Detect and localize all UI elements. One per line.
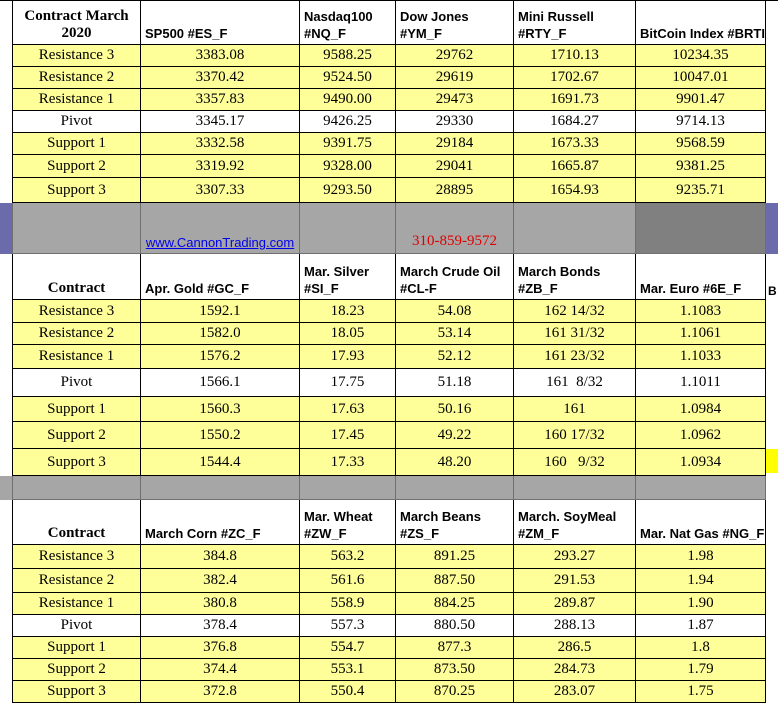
banner-cell bbox=[636, 203, 766, 254]
value-cell[interactable]: 286.5 bbox=[514, 637, 636, 659]
value-cell[interactable]: 374.4 bbox=[141, 659, 300, 681]
value-cell[interactable]: 880.50 bbox=[396, 615, 514, 637]
value-cell[interactable]: 1550.2 bbox=[141, 422, 300, 449]
phone-number[interactable]: 310-859-9572 bbox=[412, 233, 497, 249]
section2-row-s3 bbox=[0, 449, 778, 476]
row-label[interactable]: Support 1 bbox=[12, 637, 141, 659]
value-cell[interactable]: 10234.35 bbox=[636, 45, 766, 67]
header-soymeal[interactable]: March. SoyMeal #ZM_F bbox=[514, 500, 636, 545]
value-cell[interactable]: 291.53 bbox=[514, 569, 636, 593]
header-natgas[interactable]: Mar. Nat Gas #NG_F bbox=[636, 500, 766, 545]
separator-cell bbox=[141, 476, 300, 500]
section3-row-s3 bbox=[0, 681, 778, 703]
section2-row-pivot bbox=[0, 369, 778, 397]
header-beans[interactable]: March Beans #ZS_F bbox=[396, 500, 514, 545]
value-cell[interactable]: 3370.42 bbox=[141, 67, 300, 89]
value-cell[interactable]: 289.87 bbox=[514, 593, 636, 615]
value-cell[interactable]: 558.9 bbox=[300, 593, 396, 615]
value-cell[interactable]: 17.63 bbox=[300, 397, 396, 422]
value-cell[interactable]: 161 23/32 bbox=[514, 345, 636, 369]
separator-cell bbox=[12, 476, 141, 500]
separator-cell bbox=[396, 476, 514, 500]
value-cell[interactable]: 1.75 bbox=[636, 681, 766, 703]
value-cell[interactable]: 29473 bbox=[396, 89, 514, 111]
value-cell[interactable]: 54.08 bbox=[396, 300, 514, 323]
value-cell[interactable]: 49.22 bbox=[396, 422, 514, 449]
value-cell[interactable]: 17.93 bbox=[300, 345, 396, 369]
value-cell[interactable]: 162 14/32 bbox=[514, 300, 636, 323]
value-cell[interactable]: 1.0984 bbox=[636, 397, 766, 422]
row-label[interactable]: Resistance 3 bbox=[12, 545, 141, 569]
section2-row-r3 bbox=[0, 300, 778, 323]
header-euro[interactable]: Mar. Euro #6E_F bbox=[636, 254, 766, 300]
value-cell[interactable]: 1.1061 bbox=[636, 323, 766, 345]
row-label[interactable]: Resistance 2 bbox=[12, 323, 141, 345]
value-cell[interactable]: 53.14 bbox=[396, 323, 514, 345]
row-label[interactable]: Pivot bbox=[12, 369, 141, 397]
row-label[interactable]: Resistance 3 bbox=[12, 300, 141, 323]
value-cell[interactable]: 50.16 bbox=[396, 397, 514, 422]
value-cell[interactable]: 9381.25 bbox=[636, 155, 766, 178]
value-cell[interactable]: 553.1 bbox=[300, 659, 396, 681]
value-cell[interactable]: 18.23 bbox=[300, 300, 396, 323]
offscreen-highlight bbox=[766, 449, 778, 473]
value-cell[interactable]: 1702.67 bbox=[514, 67, 636, 89]
value-cell[interactable]: 9714.13 bbox=[636, 111, 766, 133]
section1-row-s3 bbox=[0, 178, 778, 203]
value-cell[interactable]: 29041 bbox=[396, 155, 514, 178]
header-bitcoin[interactable]: BitCoin Index #BRTI bbox=[636, 1, 766, 45]
value-cell[interactable]: 1560.3 bbox=[141, 397, 300, 422]
value-cell[interactable]: 9588.25 bbox=[300, 45, 396, 67]
value-cell[interactable]: 873.50 bbox=[396, 659, 514, 681]
value-cell[interactable]: 3332.58 bbox=[141, 133, 300, 155]
value-cell[interactable]: 563.2 bbox=[300, 545, 396, 569]
value-cell[interactable]: 1.1033 bbox=[636, 345, 766, 369]
value-cell[interactable]: 1710.13 bbox=[514, 45, 636, 67]
section1-row-r1 bbox=[0, 89, 778, 111]
value-cell[interactable]: 29184 bbox=[396, 133, 514, 155]
value-cell[interactable]: 29330 bbox=[396, 111, 514, 133]
value-cell[interactable]: 891.25 bbox=[396, 545, 514, 569]
value-cell[interactable]: 161 31/32 bbox=[514, 323, 636, 345]
value-cell[interactable]: 1673.33 bbox=[514, 133, 636, 155]
value-cell[interactable]: 3383.08 bbox=[141, 45, 300, 67]
value-cell[interactable]: 1.98 bbox=[636, 545, 766, 569]
section1-row-s1 bbox=[0, 133, 778, 155]
value-cell[interactable]: 160 17/32 bbox=[514, 422, 636, 449]
section3-row-s2 bbox=[0, 659, 778, 681]
row-label[interactable]: Pivot bbox=[12, 615, 141, 637]
value-cell[interactable]: 284.73 bbox=[514, 659, 636, 681]
header-dow[interactable]: Dow Jones #YM_F bbox=[396, 1, 514, 45]
value-cell[interactable]: 1.0962 bbox=[636, 422, 766, 449]
header-gold[interactable]: Apr. Gold #GC_F bbox=[141, 254, 300, 300]
value-cell[interactable]: 884.25 bbox=[396, 593, 514, 615]
value-cell[interactable]: 877.3 bbox=[396, 637, 514, 659]
banner-phone-cell bbox=[396, 203, 514, 254]
banner-row bbox=[0, 203, 778, 254]
value-cell[interactable]: 1.1083 bbox=[636, 300, 766, 323]
separator-gap bbox=[766, 476, 778, 500]
value-cell[interactable]: 887.50 bbox=[396, 569, 514, 593]
value-cell[interactable]: 1592.1 bbox=[141, 300, 300, 323]
value-cell[interactable]: 1.0934 bbox=[636, 449, 766, 476]
value-cell[interactable]: 161 bbox=[514, 397, 636, 422]
value-cell[interactable]: 288.13 bbox=[514, 615, 636, 637]
separator-cell bbox=[300, 476, 396, 500]
header-crude[interactable]: March Crude Oil #CL-F bbox=[396, 254, 514, 300]
row-label[interactable]: Resistance 2 bbox=[12, 67, 141, 89]
row-label[interactable]: Pivot bbox=[12, 111, 141, 133]
value-cell[interactable]: 1691.73 bbox=[514, 89, 636, 111]
row-label[interactable]: Support 1 bbox=[12, 133, 141, 155]
value-cell[interactable]: 378.4 bbox=[141, 615, 300, 637]
value-cell[interactable]: 17.45 bbox=[300, 422, 396, 449]
section2-corner[interactable]: Contract bbox=[12, 254, 141, 300]
value-cell[interactable]: 3307.33 bbox=[141, 178, 300, 203]
banner-website-cell bbox=[141, 203, 300, 254]
row-label[interactable]: Resistance 1 bbox=[12, 89, 141, 111]
row-label[interactable]: Resistance 3 bbox=[12, 45, 141, 67]
value-cell[interactable]: 9293.50 bbox=[300, 178, 396, 203]
value-cell[interactable]: 10047.01 bbox=[636, 67, 766, 89]
value-cell[interactable]: 372.8 bbox=[141, 681, 300, 703]
header-russell[interactable]: Mini Russell #RTY_F bbox=[514, 1, 636, 45]
row-label[interactable]: Support 2 bbox=[12, 659, 141, 681]
row-label[interactable]: Support 3 bbox=[12, 449, 141, 476]
section2-row-r1 bbox=[0, 345, 778, 369]
header-corn[interactable]: March Corn #ZC_F bbox=[141, 500, 300, 545]
header-nasdaq[interactable]: Nasdaq100 #NQ_F bbox=[300, 1, 396, 45]
separator-row bbox=[0, 476, 778, 500]
value-cell[interactable]: 9568.59 bbox=[636, 133, 766, 155]
value-cell[interactable]: 1582.0 bbox=[141, 323, 300, 345]
value-cell[interactable]: 160 9/32 bbox=[514, 449, 636, 476]
value-cell[interactable]: 9901.47 bbox=[636, 89, 766, 111]
banner-cell bbox=[12, 203, 141, 254]
value-cell[interactable]: 17.33 bbox=[300, 449, 396, 476]
section1-row-pivot bbox=[0, 111, 778, 133]
section1-corner[interactable]: Contract March 2020 bbox=[12, 1, 141, 45]
section2-row-s2 bbox=[0, 422, 778, 449]
value-cell[interactable]: 554.7 bbox=[300, 637, 396, 659]
value-cell[interactable]: 9524.50 bbox=[300, 67, 396, 89]
value-cell[interactable]: 1.79 bbox=[636, 659, 766, 681]
section2-row-r2 bbox=[0, 323, 778, 345]
row-label[interactable]: Support 2 bbox=[12, 422, 141, 449]
value-cell[interactable]: 1576.2 bbox=[141, 345, 300, 369]
value-cell[interactable]: 870.25 bbox=[396, 681, 514, 703]
row-label[interactable]: Support 3 bbox=[12, 178, 141, 203]
value-cell[interactable]: 1566.1 bbox=[141, 369, 300, 397]
value-cell[interactable]: 9490.00 bbox=[300, 89, 396, 111]
header-wheat[interactable]: Mar. Wheat #ZW_F bbox=[300, 500, 396, 545]
value-cell[interactable]: 29619 bbox=[396, 67, 514, 89]
section3-row-r1 bbox=[0, 593, 778, 615]
value-cell[interactable]: 380.8 bbox=[141, 593, 300, 615]
section3-header-row bbox=[0, 500, 778, 545]
value-cell[interactable]: 9391.75 bbox=[300, 133, 396, 155]
row-label[interactable]: Support 2 bbox=[12, 155, 141, 178]
row-label[interactable]: Resistance 1 bbox=[12, 593, 141, 615]
section1-row-s2 bbox=[0, 155, 778, 178]
section3-row-s1 bbox=[0, 637, 778, 659]
section1-row-r2 bbox=[0, 67, 778, 89]
value-cell[interactable]: 1665.87 bbox=[514, 155, 636, 178]
banner-edge-left bbox=[0, 203, 12, 254]
value-cell[interactable]: 1.8 bbox=[636, 637, 766, 659]
value-cell[interactable]: 3319.92 bbox=[141, 155, 300, 178]
value-cell[interactable]: 1.1011 bbox=[636, 369, 766, 397]
value-cell[interactable]: 1.90 bbox=[636, 593, 766, 615]
value-cell[interactable]: 17.75 bbox=[300, 369, 396, 397]
value-cell[interactable]: 293.27 bbox=[514, 545, 636, 569]
value-cell[interactable]: 557.3 bbox=[300, 615, 396, 637]
row-label[interactable]: Support 1 bbox=[12, 397, 141, 422]
value-cell[interactable]: 9328.00 bbox=[300, 155, 396, 178]
banner-cell bbox=[514, 203, 636, 254]
value-cell[interactable]: 18.05 bbox=[300, 323, 396, 345]
offscreen-column-letter: B bbox=[768, 284, 777, 298]
section3-corner[interactable]: Contract bbox=[12, 500, 141, 545]
row-label[interactable]: Resistance 1 bbox=[12, 345, 141, 369]
value-cell[interactable]: 1684.27 bbox=[514, 111, 636, 133]
section3-row-pivot bbox=[0, 615, 778, 637]
value-cell[interactable]: 376.8 bbox=[141, 637, 300, 659]
header-silver[interactable]: Mar. Silver #SI_F bbox=[300, 254, 396, 300]
section1-header-row bbox=[0, 0, 778, 45]
value-cell[interactable]: 550.4 bbox=[300, 681, 396, 703]
value-cell[interactable]: 561.6 bbox=[300, 569, 396, 593]
value-cell[interactable]: 283.07 bbox=[514, 681, 636, 703]
header-bonds[interactable]: March Bonds #ZB_F bbox=[514, 254, 636, 300]
value-cell[interactable]: 48.20 bbox=[396, 449, 514, 476]
banner-edge-right bbox=[766, 203, 778, 254]
value-cell[interactable]: 3345.17 bbox=[141, 111, 300, 133]
value-cell[interactable]: 29762 bbox=[396, 45, 514, 67]
separator-cell bbox=[514, 476, 636, 500]
value-cell[interactable]: 3357.83 bbox=[141, 89, 300, 111]
separator-cell bbox=[636, 476, 766, 500]
value-cell[interactable]: 1.94 bbox=[636, 569, 766, 593]
value-cell[interactable]: 9235.71 bbox=[636, 178, 766, 203]
banner-cell bbox=[300, 203, 396, 254]
value-cell[interactable]: 1654.93 bbox=[514, 178, 636, 203]
value-cell[interactable]: 382.4 bbox=[141, 569, 300, 593]
website-link[interactable]: www.CannonTrading.com bbox=[145, 235, 295, 250]
section2-header-row bbox=[0, 254, 778, 300]
section3-row-r2 bbox=[0, 569, 778, 593]
row-label[interactable]: Resistance 2 bbox=[12, 569, 141, 593]
value-cell[interactable]: 52.12 bbox=[396, 345, 514, 369]
value-cell[interactable]: 1544.4 bbox=[141, 449, 300, 476]
value-cell[interactable]: 161 8/32 bbox=[514, 369, 636, 397]
header-sp500[interactable]: SP500 #ES_F bbox=[141, 1, 300, 45]
value-cell[interactable]: 51.18 bbox=[396, 369, 514, 397]
section3-row-r3 bbox=[0, 545, 778, 569]
value-cell[interactable]: 384.8 bbox=[141, 545, 300, 569]
value-cell[interactable]: 28895 bbox=[396, 178, 514, 203]
value-cell[interactable]: 1.87 bbox=[636, 615, 766, 637]
section2-row-s1 bbox=[0, 397, 778, 422]
section1-row-r3 bbox=[0, 45, 778, 67]
value-cell[interactable]: 9426.25 bbox=[300, 111, 396, 133]
row-label[interactable]: Support 3 bbox=[12, 681, 141, 703]
